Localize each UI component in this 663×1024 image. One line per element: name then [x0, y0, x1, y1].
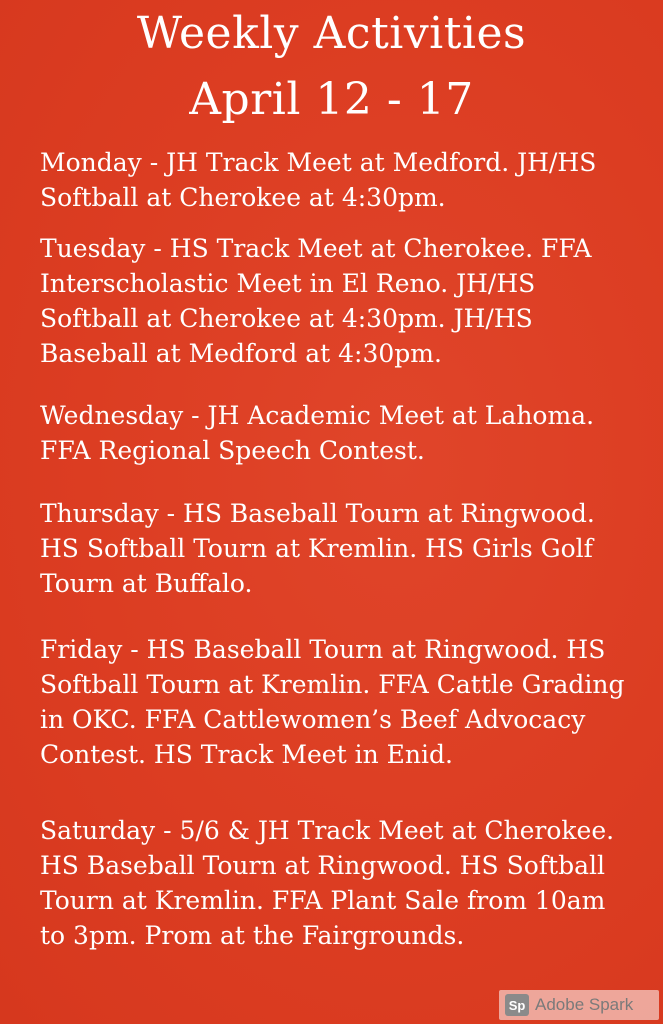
tuesday-line: Softball at Cherokee at 4:30pm. JH/HS — [40, 304, 533, 333]
thursday-line: Thursday - HS Baseball Tourn at Ringwood. — [40, 499, 595, 528]
thursday-activities — [40, 496, 650, 601]
friday-line: in OKC. FFA Cattlewomen’s Beef Advocacy — [40, 705, 586, 734]
thursday-line: Tourn at Buffalo. — [40, 569, 253, 598]
saturday-activities — [40, 813, 650, 953]
saturday-line: Tourn at Kremlin. FFA Plant Sale from 10am — [40, 886, 606, 915]
friday-line: Friday - HS Baseball Tourn at Ringwood. HS — [40, 635, 606, 664]
wednesday-line: FFA Regional Speech Contest. — [40, 436, 425, 465]
friday-line: Contest. HS Track Meet in Enid. — [40, 740, 453, 769]
adobe-spark-watermark[interactable] — [499, 990, 659, 1020]
tuesday-line: Tuesday - HS Track Meet at Cherokee. FFA — [40, 234, 592, 263]
tuesday-line: Baseball at Medford at 4:30pm. — [40, 339, 442, 368]
adobe-spark-label: Adobe Spark — [535, 995, 634, 1014]
adobe-spark-logo-icon: Sp — [505, 994, 529, 1016]
page-title: Weekly Activities — [136, 8, 527, 59]
saturday-line: Saturday - 5/6 & JH Track Meet at Cherokee. — [40, 816, 615, 845]
monday-line: Monday - JH Track Meet at Medford. JH/HS — [40, 148, 597, 177]
saturday-line: to 3pm. Prom at the Fairgrounds. — [40, 921, 465, 950]
tuesday-line: Interscholastic Meet in El Reno. JH/HS — [40, 269, 536, 298]
saturday-line: HS Baseball Tourn at Ringwood. HS Softball — [40, 851, 605, 880]
friday-line: Softball Tourn at Kremlin. FFA Cattle Grading — [40, 670, 625, 699]
monday-activities — [40, 145, 650, 215]
monday-line: Softball at Cherokee at 4:30pm. — [40, 183, 446, 212]
date-range-title: April 12 - 17 — [189, 74, 474, 125]
thursday-line: HS Softball Tourn at Kremlin. HS Girls Golf — [40, 534, 593, 563]
wednesday-activities — [40, 398, 650, 468]
friday-activities — [40, 632, 650, 772]
wednesday-line: Wednesday - JH Academic Meet at Lahoma. — [40, 401, 595, 430]
tuesday-activities — [40, 231, 650, 371]
